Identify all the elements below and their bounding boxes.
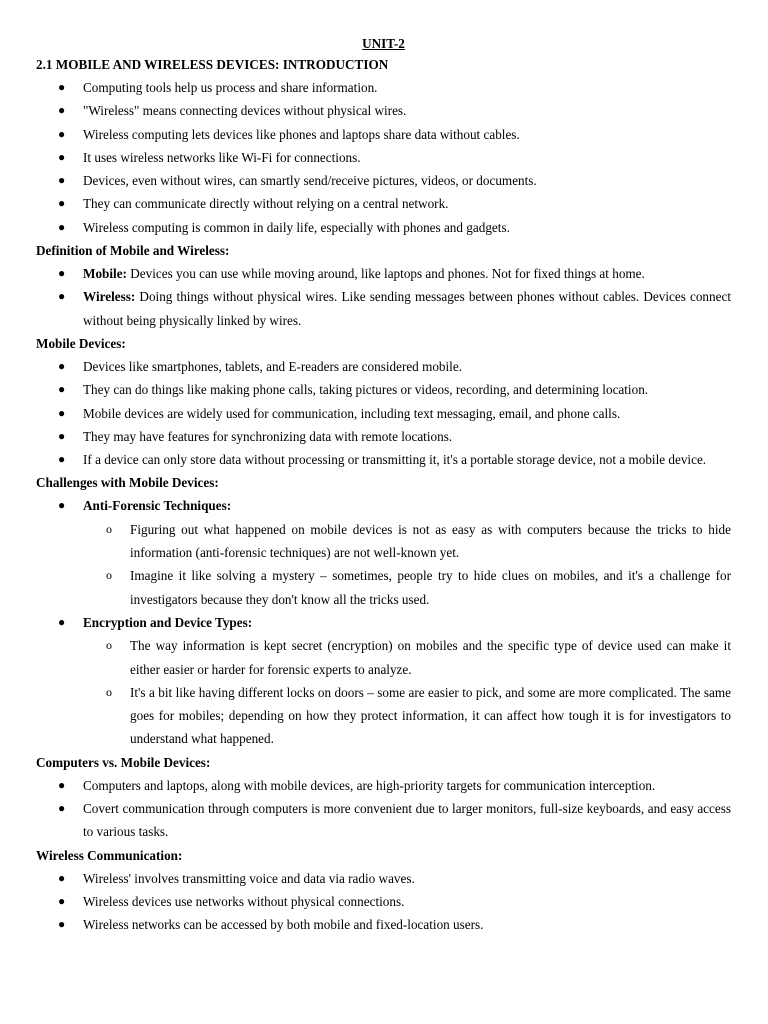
list-item (36, 867, 731, 890)
bullet-icon: ● (58, 382, 66, 397)
list-item (36, 146, 731, 169)
challenges-heading: Challenges with Mobile Devices: (36, 475, 219, 491)
list-item (36, 123, 731, 146)
list-item-text: Wireless' involves transmitting voice and data via radio waves. (83, 870, 415, 886)
list-item-text: Devices like smartphones, tablets, and E-readers are considered mobile. (83, 358, 462, 374)
bullet-icon: ● (58, 870, 66, 885)
list-item-text: Wireless computing is common in daily life, especially with phones and gadgets. (83, 219, 510, 235)
intro-list (36, 76, 731, 239)
list-item (36, 774, 731, 797)
term-mobile: Mobile: (83, 266, 127, 282)
bullet-icon: ● (58, 777, 66, 792)
wireless-communication-heading: Wireless Communication: (36, 847, 183, 863)
subheading-encryption: Encryption and Device Types: (83, 614, 253, 630)
list-item-text: Wireless devices use networks without physical connections. (83, 893, 405, 909)
list-item (36, 890, 731, 913)
bullet-icon: ● (58, 358, 66, 373)
bullet-icon: ● (58, 428, 66, 443)
circle-bullet-icon: o (106, 684, 112, 699)
section-title: 2.1 MOBILE AND WIRELESS DEVICES: INTRODUCTION (36, 57, 389, 72)
list-item-text: The way information is kept secret (encryption) on mobiles and the specific type of device used can make it either easier or harder for forensic experts to analyze. (130, 638, 731, 677)
mobile-devices-list (36, 355, 731, 471)
list-item (36, 285, 731, 332)
bullet-icon: ● (58, 893, 66, 908)
anti-forensic-list (83, 518, 731, 611)
list-item (36, 425, 731, 448)
bullet-icon: ● (58, 219, 66, 234)
term-wireless: Wireless: (83, 289, 136, 305)
circle-bullet-icon: o (106, 638, 112, 653)
list-item (36, 192, 731, 215)
list-item-text: They can communicate directly without relying on a central network. (83, 196, 449, 212)
challenges-list (36, 494, 731, 750)
circle-bullet-icon: o (106, 521, 112, 536)
list-item-text: Imagine it like solving a mystery – sometimes, people try to hide clues on mobiles, and it's a challenge for investigators because they don't know all the tricks used. (130, 568, 731, 607)
list-item-text: Figuring out what happened on mobile devices is not as easy as with computers because the tricks to hide information (anti-forensic techniques) are not well-known yet. (130, 521, 731, 561)
list-item (36, 448, 731, 471)
list-item (36, 378, 731, 401)
list-item-text: Devices, even without wires, can smartly send/receive pictures, videos, or documents. (83, 173, 537, 189)
bullet-icon: ● (58, 126, 66, 141)
computers-vs-mobile-heading: Computers vs. Mobile Devices: (36, 754, 211, 770)
list-item (36, 611, 731, 751)
list-item-text: Devices you can use while moving around, like laptops and phones. Not for fixed things at home. (126, 266, 645, 282)
wireless-communication-list (36, 867, 731, 937)
definition-list (36, 262, 731, 332)
list-item-text: They may have features for synchronizing data with remote locations. (83, 428, 453, 444)
document-page (36, 34, 731, 937)
bullet-icon: ● (58, 173, 66, 188)
list-item (36, 913, 731, 936)
mobile-devices-heading: Mobile Devices: (36, 335, 126, 351)
list-item-text: Computers and laptops, along with mobile devices, are high-priority targets for communication interception. (83, 777, 656, 793)
list-item-text: It's a bit like having different locks on doors – some are easier to pick, and some are more complicated. The same goes for mobiles; depending on how they protect information, it can affect how tough it is for investigators to understand what happened. (130, 684, 731, 747)
list-item (36, 169, 731, 192)
list-item-text: They can do things like making phone calls, taking pictures or videos, recording, and determining location. (83, 382, 649, 398)
list-item-text: Mobile devices are widely used for communication, including text messaging, email, and phone calls. (83, 405, 621, 421)
subheading-anti-forensic: Anti-Forensic Techniques: (83, 498, 232, 514)
list-item-text: Wireless computing lets devices like phones and laptops share data without cables. (83, 126, 520, 142)
list-item (36, 76, 731, 99)
list-item (36, 797, 731, 844)
bullet-icon: ● (58, 103, 66, 118)
bullet-icon: ● (58, 80, 66, 94)
list-item (36, 262, 731, 285)
encryption-list (83, 634, 731, 750)
bullet-icon: ● (58, 289, 66, 304)
definition-heading: Definition of Mobile and Wireless: (36, 243, 230, 259)
list-item-text: Doing things without physical wires. Like sending messages between phones without cables. Devices connect without being physically linked by wires. (83, 289, 731, 328)
bullet-icon: ● (58, 801, 66, 816)
list-item-text: If a device can only store data without processing or transmitting it, it's a portable storage device, not a mobile device. (83, 452, 707, 468)
bullet-icon: ● (58, 266, 66, 281)
sub-list-item (83, 681, 731, 751)
list-item (36, 355, 731, 378)
circle-bullet-icon: o (106, 568, 112, 583)
list-item (36, 402, 731, 425)
bullet-icon: ● (58, 405, 66, 420)
bullet-icon: ● (58, 149, 66, 164)
sub-list-item (83, 564, 731, 611)
sub-list-item (83, 634, 731, 681)
list-item-text: It uses wireless networks like Wi-Fi for connections. (83, 149, 361, 165)
computers-vs-mobile-list (36, 774, 731, 844)
list-item-text: Computing tools help us process and share information. (83, 80, 378, 95)
unit-title: UNIT-2 (362, 36, 405, 51)
bullet-icon: ● (58, 452, 66, 467)
bullet-icon: ● (58, 917, 66, 932)
list-item-text: Covert communication through computers is more convenient due to larger monitors, full-size keyboards, and easy access to various tasks. (83, 801, 731, 840)
list-item-text: "Wireless" means connecting devices without physical wires. (83, 103, 407, 119)
list-item-text: Wireless networks can be accessed by both mobile and fixed-location users. (83, 917, 484, 933)
bullet-icon: ● (58, 196, 66, 211)
bullet-icon: ● (58, 614, 66, 629)
list-item (36, 494, 731, 610)
bullet-icon: ● (58, 498, 66, 513)
list-item (36, 216, 731, 239)
list-item (36, 99, 731, 122)
sub-list-item (83, 518, 731, 565)
